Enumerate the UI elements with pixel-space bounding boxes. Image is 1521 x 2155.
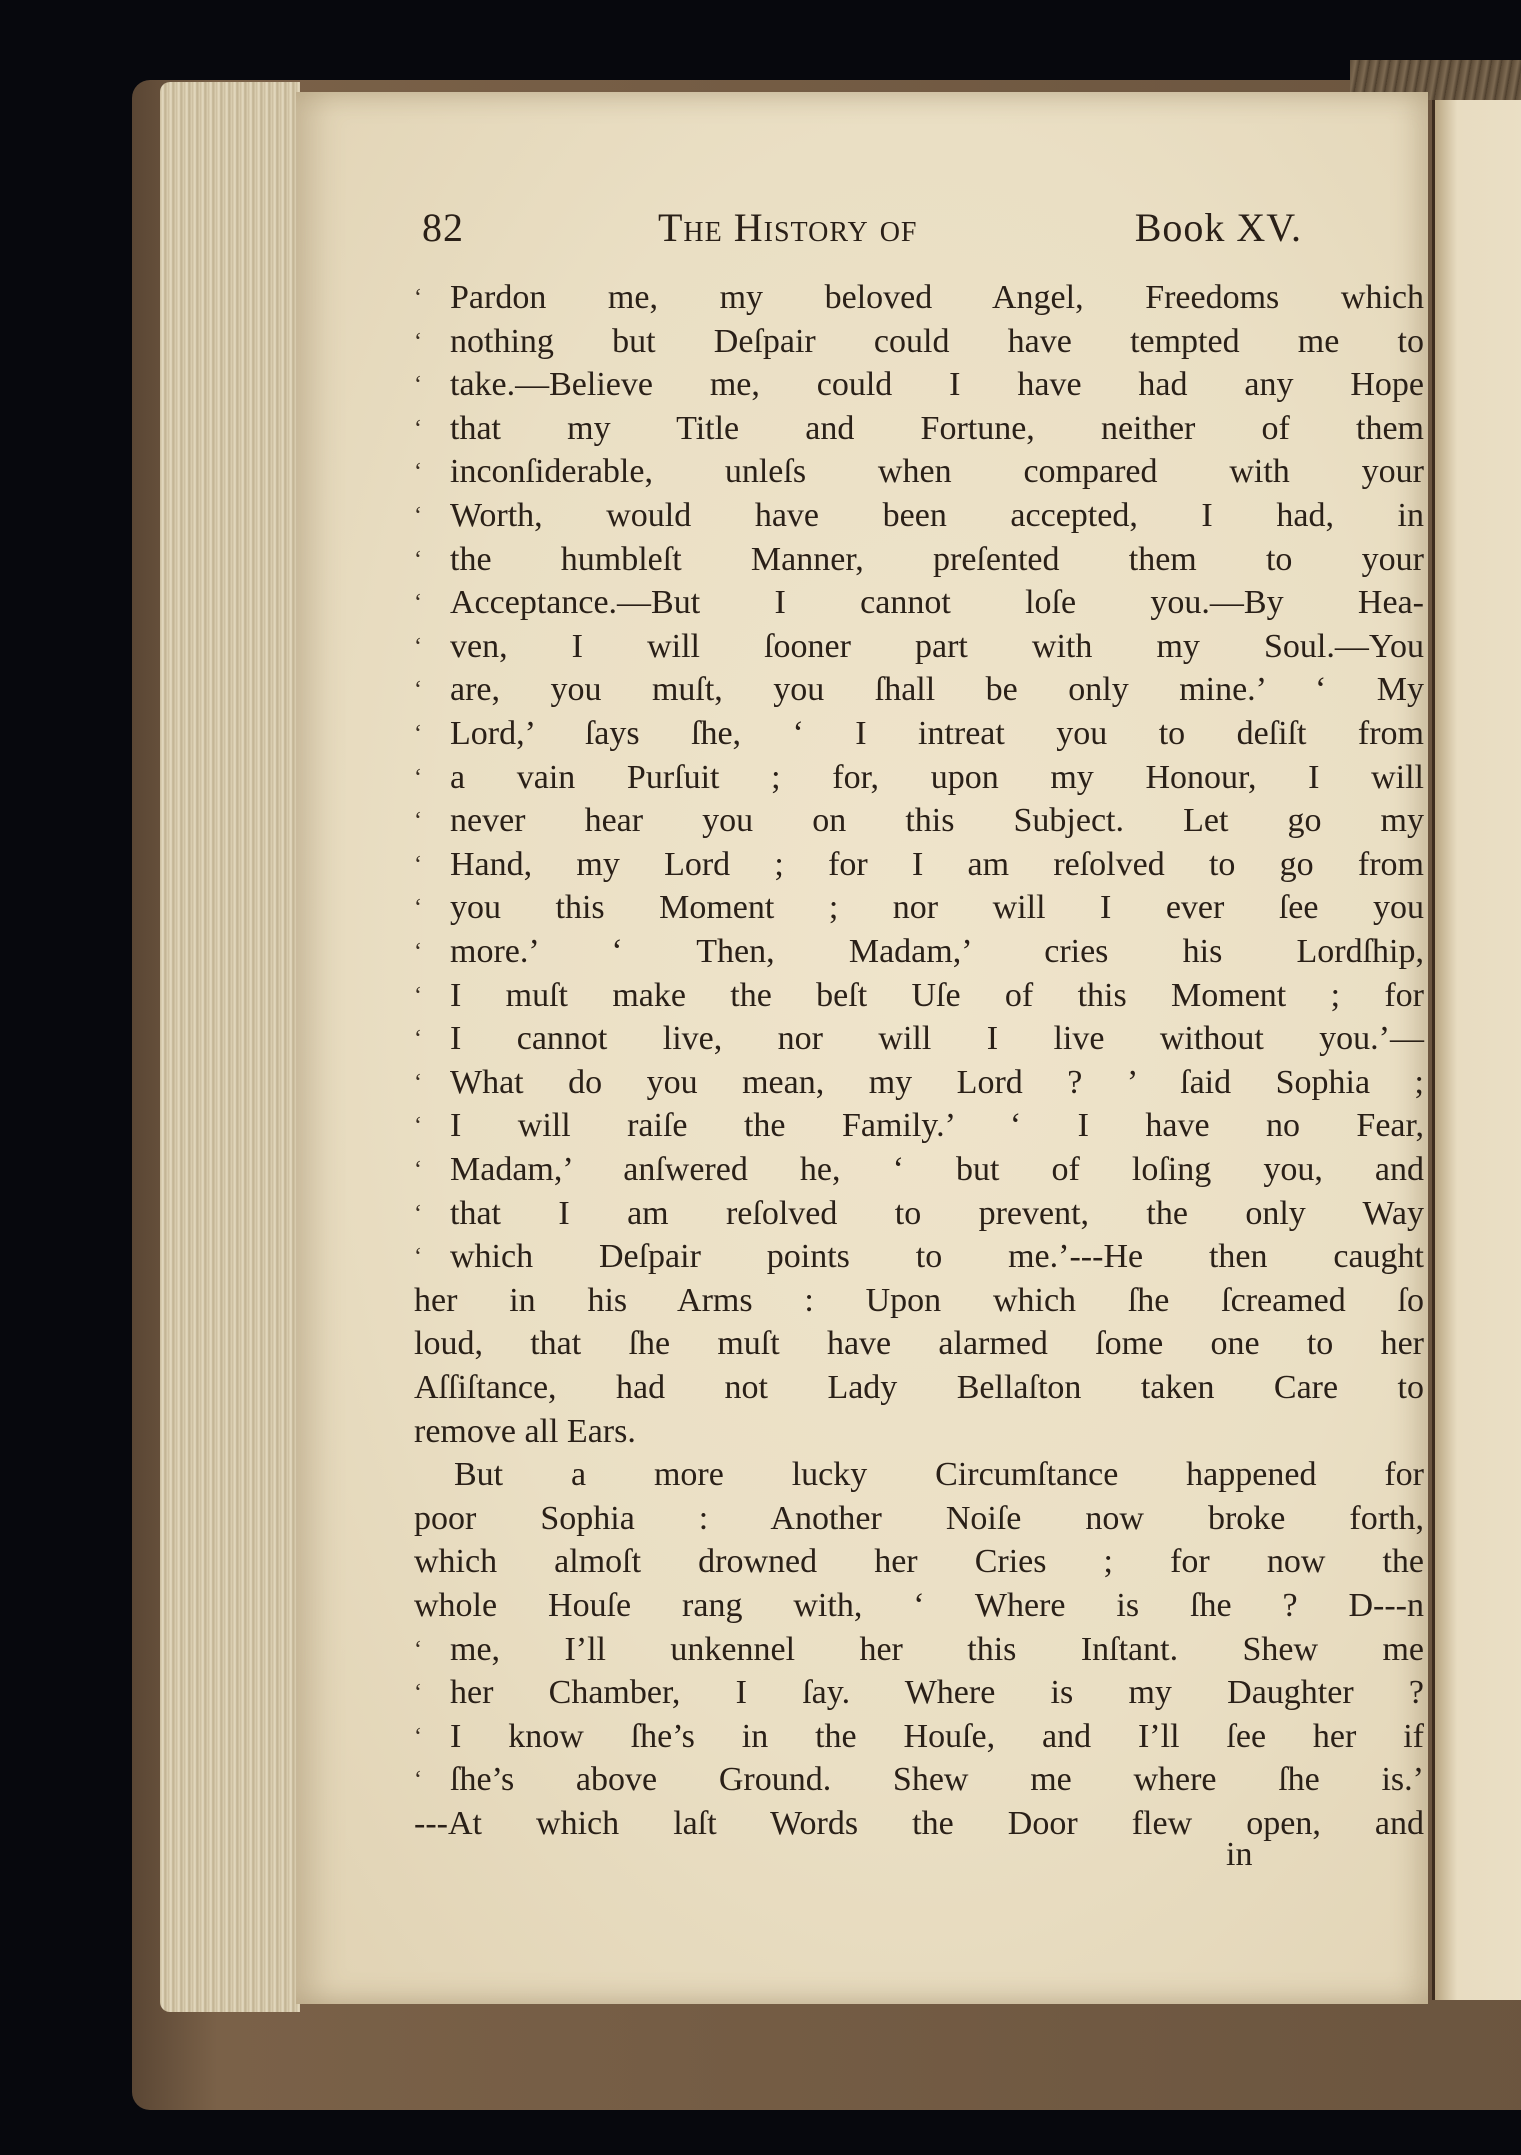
- line-text: me, I’ll unkennel her this Inſtant. Shew me: [450, 1630, 1424, 1668]
- text-line: [414, 1453, 1424, 1497]
- running-title: The History of: [658, 205, 918, 250]
- quote-mark: ‘: [414, 1157, 422, 1183]
- text-line: [414, 1628, 1424, 1672]
- line-text: a vain Purſuit ; for, upon my Honour, I will: [450, 758, 1424, 796]
- text-line: [414, 712, 1424, 756]
- quote-mark: ‘: [414, 372, 422, 399]
- text-line: [414, 1235, 1424, 1279]
- text-line: [414, 320, 1424, 364]
- line-text: which Deſpair points to me.’---He then caught: [450, 1238, 1424, 1276]
- text-line: [414, 1061, 1424, 1105]
- line-text: Pardon me, my beloved Angel, Freedoms which: [450, 279, 1424, 316]
- line-text: poor Sophia : Another Noiſe now broke forth,: [414, 1499, 1424, 1537]
- line-text: I know ſhe’s in the Houſe, and I’ll ſee her if: [450, 1717, 1424, 1755]
- line-text: the humbleſt Manner, preſented them to your: [450, 540, 1424, 578]
- quote-mark: ‘: [414, 590, 422, 617]
- quote-mark: ‘: [414, 1200, 422, 1227]
- text-line: [414, 1497, 1424, 1541]
- quote-mark: ‘: [414, 1767, 422, 1794]
- text-line: [414, 756, 1424, 800]
- quote-mark: ‘: [414, 1244, 422, 1271]
- line-text: never hear you on this Subject. Let go my: [450, 802, 1424, 840]
- text-line: [414, 1017, 1424, 1061]
- text-line: [414, 1802, 1424, 1846]
- text-line: [414, 1279, 1424, 1323]
- quote-mark: ‘: [414, 1069, 422, 1096]
- text-line: [414, 1104, 1424, 1148]
- line-text: take.—Believe me, could I have had any Hope: [450, 366, 1424, 404]
- quote-mark: ‘: [414, 1680, 422, 1707]
- line-text: I muſt make the beſt Uſe of this Moment ; for: [450, 976, 1424, 1014]
- quote-mark: ‘: [414, 677, 422, 704]
- page-number: 82: [422, 205, 464, 250]
- text-line: [414, 843, 1424, 887]
- quote-mark: ‘: [414, 939, 422, 965]
- book-label: Book XV.: [1134, 205, 1302, 250]
- line-text: Lord,’ ſays ſhe, ‘ I intreat you to deſiſt from: [450, 715, 1424, 752]
- text-line: [414, 625, 1424, 669]
- book-page: [296, 92, 1428, 2004]
- text-line: [414, 363, 1424, 407]
- text-line: [414, 930, 1424, 974]
- line-text: I cannot live, nor will I live without you.’—: [450, 1020, 1424, 1058]
- quote-mark: ‘: [414, 1113, 422, 1140]
- text-line: [414, 1540, 1424, 1584]
- text-line: [414, 1410, 1424, 1454]
- quote-mark: ‘: [414, 721, 422, 747]
- line-text: Worth, would have been accepted, I had, in: [450, 497, 1424, 534]
- page-text: [296, 92, 1428, 2004]
- text-line: [414, 668, 1424, 712]
- line-text: nothing but Deſpair could have tempted me to: [450, 322, 1424, 360]
- line-text: that my Title and Fortune, neither of them: [450, 409, 1424, 447]
- line-text: inconſiderable, unleſs when compared with your: [450, 453, 1424, 491]
- line-text: her Chamber, I ſay. Where is my Daughter ?: [450, 1674, 1424, 1712]
- text-line: [414, 799, 1424, 843]
- text-line: [414, 1758, 1424, 1802]
- text-line: [414, 1322, 1424, 1366]
- line-text: that I am reſolved to prevent, the only Way: [450, 1194, 1424, 1232]
- line-text: But a more lucky Circumſtance happened for: [454, 1456, 1424, 1494]
- text-line: [414, 1584, 1424, 1628]
- quote-mark: ‘: [414, 982, 422, 1009]
- quote-mark: ‘: [414, 546, 422, 573]
- line-text: What do you mean, my Lord ? ’ ſaid Sophia ;: [450, 1063, 1424, 1101]
- quote-mark: ‘: [414, 808, 422, 835]
- quote-mark: ‘: [414, 764, 422, 791]
- text-line: [414, 581, 1424, 625]
- line-text: more.’ ‘ Then, Madam,’ cries his Lordſhip,: [450, 933, 1424, 970]
- quote-mark: ‘: [414, 459, 422, 486]
- text-line: [414, 974, 1424, 1018]
- text-line: [414, 276, 1424, 320]
- quote-mark: ‘: [414, 851, 422, 878]
- quote-mark: ‘: [414, 1636, 422, 1663]
- text-line: [414, 538, 1424, 582]
- line-text: Hand, my Lord ; for I am reſolved to go from: [450, 845, 1424, 883]
- text-line: [414, 1366, 1424, 1410]
- line-text: Acceptance.—But I cannot loſe you.—By Hea-: [450, 584, 1424, 622]
- line-text: ven, I will ſooner part with my Soul.—You: [450, 627, 1424, 665]
- line-text: loud, that ſhe muſt have alarmed ſome one to her: [414, 1325, 1424, 1363]
- quote-mark: ‘: [414, 1723, 422, 1750]
- line-text: you this Moment ; nor will I ever ſee you: [450, 889, 1424, 927]
- line-text: Aſſiſtance, had not Lady Bellaſton taken Care to: [414, 1369, 1424, 1406]
- text-line: [414, 450, 1424, 494]
- quote-mark: ‘: [414, 415, 422, 442]
- text-line: [414, 1671, 1424, 1715]
- running-header: [422, 204, 1302, 264]
- quote-mark: ‘: [414, 895, 422, 922]
- quote-mark: ‘: [414, 285, 422, 311]
- line-text: which almoſt drowned her Cries ; for now the: [414, 1543, 1424, 1581]
- facing-page-edge: [1432, 100, 1521, 2000]
- quote-mark: ‘: [414, 328, 422, 355]
- line-text: ---At which laſt Words the Door flew open, and: [414, 1805, 1424, 1842]
- text-line: [414, 1192, 1424, 1236]
- quote-mark: ‘: [414, 503, 422, 529]
- line-text: I will raiſe the Family.’ ‘ I have no Fear,: [450, 1107, 1424, 1145]
- line-text: remove all Ears.: [414, 1412, 636, 1450]
- line-text: whole Houſe rang with, ‘ Where is ſhe ? D---n: [414, 1587, 1424, 1624]
- line-text: Madam,’ anſwered he, ‘ but of loſing you, and: [450, 1151, 1424, 1188]
- line-text: are, you muſt, you ſhall be only mine.’ ‘ My: [450, 671, 1424, 709]
- text-line: [414, 1148, 1424, 1192]
- text-line: [414, 494, 1424, 538]
- quote-mark: ‘: [414, 1026, 422, 1053]
- text-line: [414, 1715, 1424, 1759]
- line-text: her in his Arms : Upon which ſhe ſcreamed ſo: [414, 1281, 1424, 1319]
- text-line: [414, 886, 1424, 930]
- catchword: in: [1226, 1836, 1253, 1873]
- page-edges: [160, 82, 300, 2012]
- quote-mark: ‘: [414, 633, 422, 660]
- text-line: [414, 407, 1424, 451]
- line-text: ſhe’s above Ground. Shew me where ſhe is.’: [450, 1761, 1424, 1799]
